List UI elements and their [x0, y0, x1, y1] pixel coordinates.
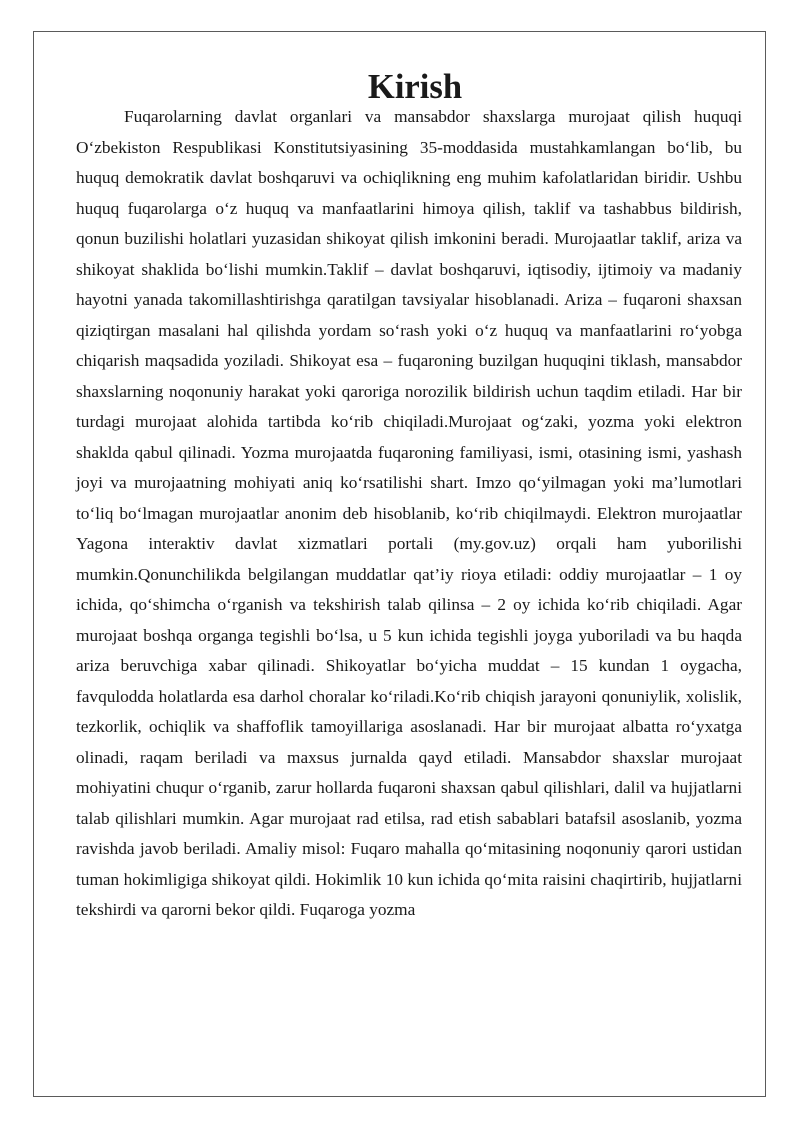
section-title: Kirish — [367, 68, 463, 106]
body-paragraph: Fuqarolarning davlat organlari va mansabdor shaxslarga murojaat qilish huquqi O‘zbekiston Respublikasi Konstitutsiyasining 35-moddasida mustahkamlangan bo‘lib, bu huquq demokratik davlat boshqaruvi va ochiqlikning eng muhim kafolatlaridan biridir. Ushbu huquq fuqarolarga o‘z huquq va manfaatlarini himoya qilish, taklif va tashabbus bildirish, qonun buzilishi holatlari yuzasidan shikoyat qilish imkonini beradi. Murojaatlar taklif, ariza va shikoyat shaklida bo‘lishi mumkin.Taklif – davlat boshqaruvi, iqtisodiy, ijtimoiy va madaniy hayotni yanada takomillashtirishga qaratilgan tavsiyalar hisoblanadi. Ariza – fuqaroni shaxsan qiziqtirgan masalani hal qilishda yordam so‘rash yoki o‘z huquq va manfaatlarini ro‘yobga chiqarish maqsadida yoziladi. Shikoyat esa – fuqaroning buzilgan huquqini tiklash, mansabdor shaxslarning noqonuniy harakat yoki qaroriga norozilik bildirish uchun taqdim etiladi. Har bir turdagi murojaat alohida tartibda ko‘rib chiqiladi.Murojaat og‘zaki, yozma yoki elektron shaklda qabul qilinadi. Yozma murojaatda fuqaroning familiyasi, ismi, otasining ismi, yashash joyi va murojaatning mohiyati aniq ko‘rsatilishi shart. Imzo qo‘yilmagan yoki ma’lumotlari to‘liq bo‘lmagan murojaatlar anonim deb hisoblanib, ko‘rib chiqilmaydi. Elektron murojaatlar Yagona interaktiv davlat xizmatlari portali (my.gov.uz) orqali ham yuborilishi mumkin.Qonunchilikda belgilangan muddatlar qat’iy rioya etiladi: oddiy murojaatlar – 1 oy ichida, qo‘shimcha o‘rganish va tekshirish talab qilinsa – 2 oy ichida ko‘rib chiqiladi. Agar murojaat boshqa organga tegishli bo‘lsa, u 5 kun ichida tegishli joyga yuboriladi va bu haqda ariza beruvchiga xabar qilinadi. Shikoyatlar bo‘yicha muddat – 15 kundan 1 oygacha, favqulodda holatlarda esa darhol choralar ko‘riladi.Ko‘rib chiqish jarayoni qonuniylik, xolislik, tezkorlik, ochiqlik va shaffoflik tamoyillariga asoslanadi. Har bir murojaat albatta ro‘yxatga olinadi, raqam beriladi va maxsus jurnalda qayd etiladi. Mansabdor shaxslar murojaat mohiyatini chuqur o‘rganib, zarur hollarda fuqaroni shaxsan qabul qilishlari, dalil va hujjatlarni talab qilishlari mumkin. Agar murojaat rad etilsa, rad etish sabablari batafsil asoslanib, yozma ravishda javob beriladi. Amaliy misol: Fuqaro mahalla qo‘mitasining noqonuniy qarori ustidan tuman hokimligiga shikoyat qildi. Hokimlik 10 kun ichida qo‘mita raisini chaqirtirib, hujjatlarni tekshirdi va qarorni bekor qildi. Fuqaroga yozma — [76, 107, 742, 919]
document-content — [76, 68, 742, 926]
